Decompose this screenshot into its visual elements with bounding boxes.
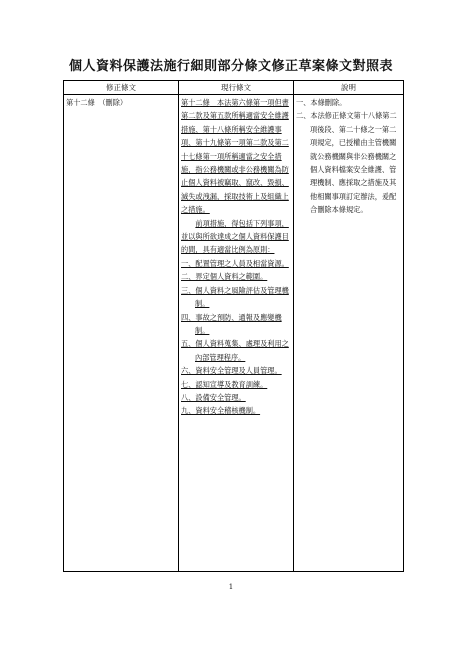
current-item-8: 八、設備安全管理。 xyxy=(181,392,246,402)
amended-text-cell xyxy=(64,95,179,572)
table-row xyxy=(64,95,404,572)
current-paragraph-1 xyxy=(181,96,291,217)
current-item-7: 七、認知宣導及教育訓練。 xyxy=(181,379,268,389)
amended-article: 第十二條 （刪除） xyxy=(66,98,128,107)
current-item-4: 四、事故之預防、通報及應變機制。 xyxy=(181,312,282,335)
header-amended: 修正條文 xyxy=(64,81,179,95)
table-header-row xyxy=(64,81,404,95)
document-title: 個人資料保護法施行細則部分條文修正草案條文對照表 xyxy=(68,59,393,74)
header-current: 現行條文 xyxy=(179,81,294,95)
explanation-cell xyxy=(294,95,404,572)
current-item-6: 六、資料安全管理及人員管理。 xyxy=(181,366,282,376)
current-paragraph-1-text: 本法第六條第一項但書第二款及第五款所稱適當安全維護措施、第十八條所稱安全維護事項、第十九條第一項第二款及第二十七條第一項所稱適當之安全措施，指公務機關或非公務機關為防止個人資料被竊取、竄改、毀損、滅失或洩漏，採取技術上及組織上之措施。 xyxy=(181,98,289,215)
current-item-5: 五、個人資料蒐集、處理及利用之內部管理程序。 xyxy=(181,339,289,362)
current-text-cell xyxy=(179,95,294,572)
current-paragraph-2: 前項措施，得包括下列事項，並以與所欲達成之個人資料保護目的間，具有適當比例為原則： xyxy=(181,218,289,255)
current-item-2: 二、界定個人資料之範圍。 xyxy=(181,272,268,282)
comparison-table xyxy=(63,80,404,572)
explanation-item-1: 一、本條刪除。 xyxy=(296,98,347,107)
page-number: 1 xyxy=(228,583,234,591)
current-item-9: 九、資料安全稽核機制。 xyxy=(181,406,261,416)
current-item-1: 一、配置管理之人員及相當資源。 xyxy=(181,258,289,268)
explanation-item-2: 二、本法修正條文第十八條第二項後段、第二十條之一第二項規定，已授權由主管機關就公務機關與非公務機關之個人資料檔案安全維護、管理機制、應採取之措施及其他相關事項訂定辦法，爰配合刪除本條規定。 xyxy=(296,111,397,215)
current-article-label: 第十二條 xyxy=(181,98,210,107)
current-item-3: 三、個人資料之風險評估及管理機制。 xyxy=(181,285,289,309)
header-explanation: 說明 xyxy=(294,81,404,95)
